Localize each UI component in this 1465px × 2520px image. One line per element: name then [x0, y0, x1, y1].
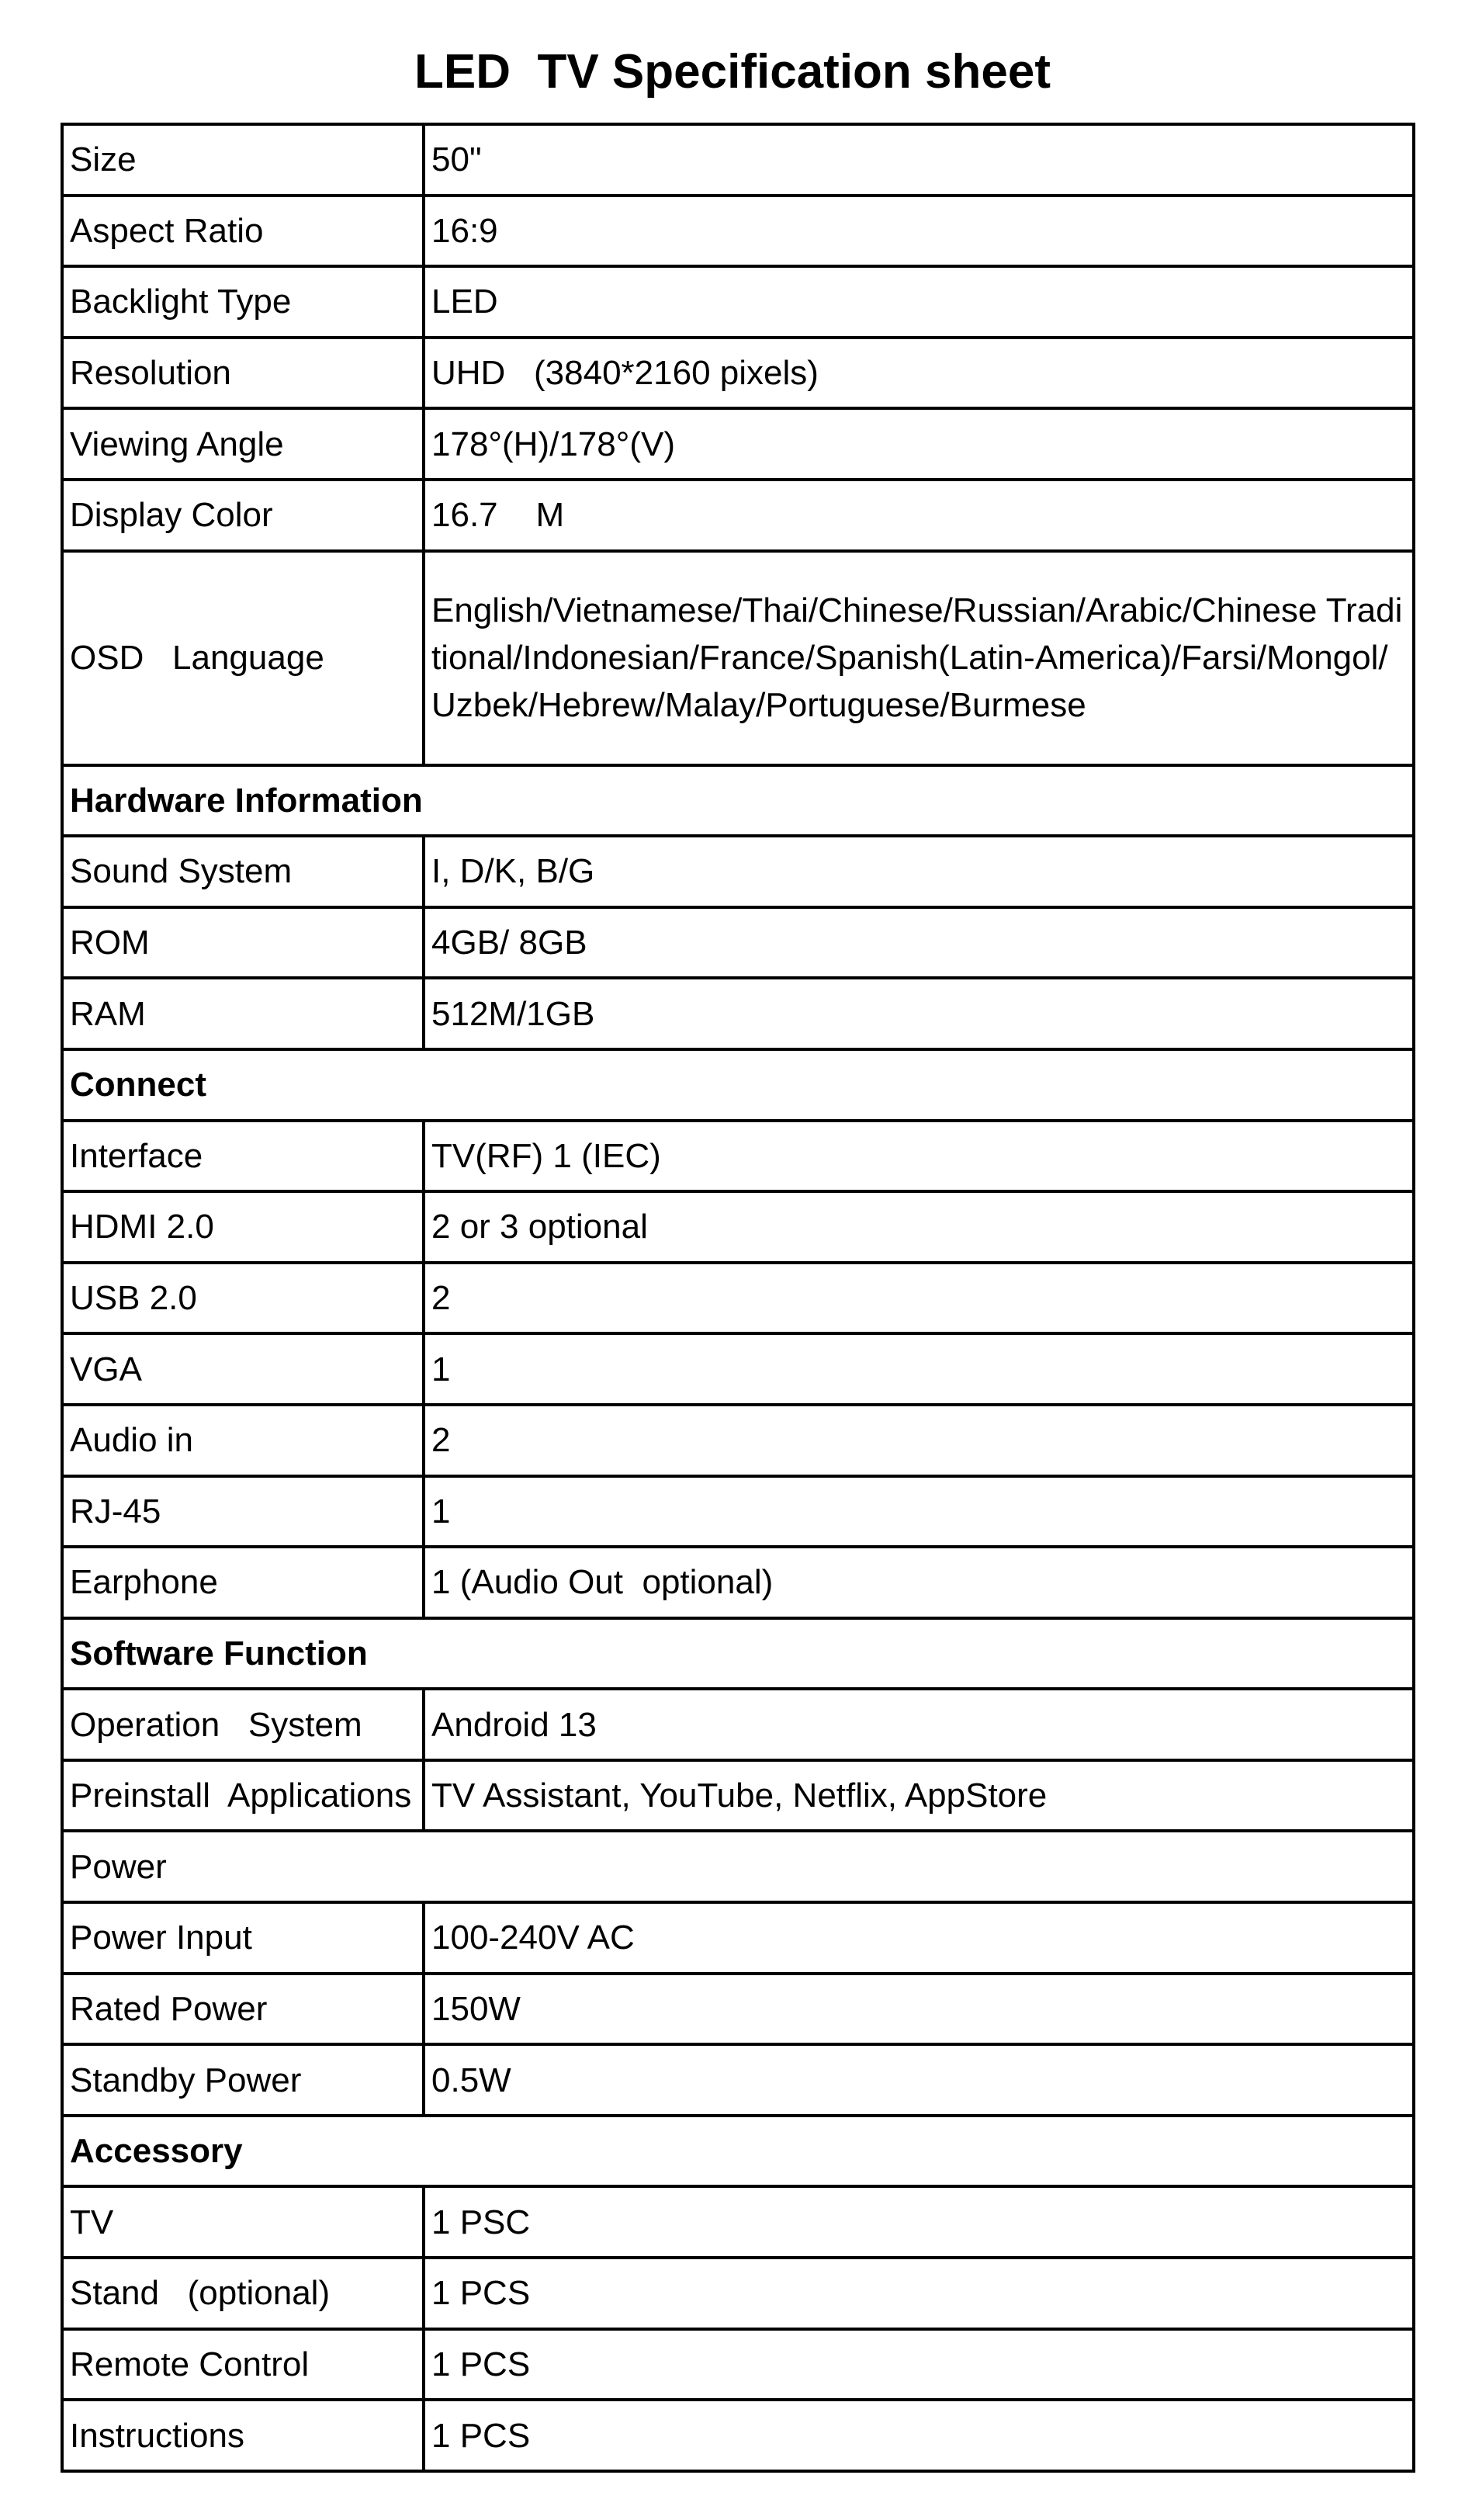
- spec-label: Sound System: [62, 836, 424, 907]
- section-header-row: [62, 1831, 1414, 1902]
- section-header: Software Function: [62, 1618, 1414, 1690]
- spec-label: Interface: [62, 1121, 424, 1192]
- section-header-row: [62, 1618, 1414, 1690]
- spec-row: [62, 907, 1414, 979]
- spec-row: [62, 836, 1414, 907]
- spec-row: [62, 408, 1414, 480]
- spec-value: 1 (Audio Out optional): [424, 1547, 1414, 1618]
- section-header: Hardware Information: [62, 765, 1414, 837]
- spec-value: 100-240V AC: [424, 1902, 1414, 1974]
- spec-label: Resolution: [62, 338, 424, 409]
- spec-label: VGA: [62, 1333, 424, 1405]
- spec-row: [62, 2044, 1414, 2116]
- spec-row: [62, 2400, 1414, 2471]
- spec-value: 2: [424, 1263, 1414, 1334]
- spec-row: [62, 1333, 1414, 1405]
- spec-value: 150W: [424, 1974, 1414, 2045]
- spec-value: 16:9: [424, 196, 1414, 267]
- spec-row: [62, 480, 1414, 551]
- spec-label: Instructions: [62, 2400, 424, 2471]
- spec-row: [62, 1974, 1414, 2045]
- spec-value: TV(RF) 1 (IEC): [424, 1121, 1414, 1192]
- spec-row: [62, 1760, 1414, 1832]
- spec-label: TV: [62, 2186, 424, 2258]
- spec-row: [62, 1121, 1414, 1192]
- spec-value: 4GB/ 8GB: [424, 907, 1414, 979]
- spec-label: Viewing Angle: [62, 408, 424, 480]
- section-header: Power: [62, 1831, 1414, 1902]
- spec-row: [62, 1547, 1414, 1618]
- spec-row: [62, 1405, 1414, 1476]
- spec-label: RAM: [62, 978, 424, 1049]
- spec-label: Audio in: [62, 1405, 424, 1476]
- spec-value: 2: [424, 1405, 1414, 1476]
- spec-label: RJ-45: [62, 1476, 424, 1548]
- section-header: Accessory: [62, 2116, 1414, 2187]
- spec-value: 2 or 3 optional: [424, 1191, 1414, 1263]
- spec-row: [62, 338, 1414, 409]
- spec-label: OSD Language: [62, 551, 424, 765]
- spec-value: 1: [424, 1476, 1414, 1548]
- spec-row: [62, 1191, 1414, 1263]
- spec-value: Android 13: [424, 1689, 1414, 1760]
- spec-label: Size: [62, 124, 424, 196]
- spec-table-body: [62, 124, 1414, 2471]
- spec-table: [61, 123, 1415, 2473]
- spec-value: 1 PCS: [424, 2258, 1414, 2329]
- spec-label: USB 2.0: [62, 1263, 424, 1334]
- spec-value: 16.7 M: [424, 480, 1414, 551]
- spec-value: UHD (3840*2160 pixels): [424, 338, 1414, 409]
- spec-label: Operation System: [62, 1689, 424, 1760]
- section-header-row: [62, 1049, 1414, 1121]
- spec-value: 1 PCS: [424, 2400, 1414, 2471]
- spec-value: 512M/1GB: [424, 978, 1414, 1049]
- spec-row: [62, 2258, 1414, 2329]
- spec-label: HDMI 2.0: [62, 1191, 424, 1263]
- spec-row: [62, 2329, 1414, 2400]
- spec-label: Aspect Ratio: [62, 196, 424, 267]
- spec-label: Remote Control: [62, 2329, 424, 2400]
- section-header: Connect: [62, 1049, 1414, 1121]
- spec-row: [62, 1263, 1414, 1334]
- spec-value: TV Assistant, YouTube, Netflix, AppStore: [424, 1760, 1414, 1832]
- spec-value: I, D/K, B/G: [424, 836, 1414, 907]
- spec-label: Stand (optional): [62, 2258, 424, 2329]
- spec-row: [62, 1902, 1414, 1974]
- section-header-row: [62, 765, 1414, 837]
- spec-label: Rated Power: [62, 1974, 424, 2045]
- spec-value: 178°(H)/178°(V): [424, 408, 1414, 480]
- spec-value: LED: [424, 266, 1414, 338]
- spec-row: [62, 196, 1414, 267]
- spec-row: [62, 2186, 1414, 2258]
- spec-row: [62, 978, 1414, 1049]
- spec-row: [62, 266, 1414, 338]
- spec-value: 1 PCS: [424, 2329, 1414, 2400]
- spec-label: Preinstall Applications: [62, 1760, 424, 1832]
- spec-value: English/Vietnamese/Thai/Chinese/Russian/Arabic/Chinese Traditional/Indonesian/France/Spanish(Latin-America)/Farsi/Mongol/Uzbek/Hebrew/Malay/Portuguese/Burmese: [424, 551, 1414, 765]
- spec-label: Backlight Type: [62, 266, 424, 338]
- spec-label: ROM: [62, 907, 424, 979]
- spec-label: Standby Power: [62, 2044, 424, 2116]
- spec-row: [62, 124, 1414, 196]
- spec-label: Earphone: [62, 1547, 424, 1618]
- spec-value: 50ʺ: [424, 124, 1414, 196]
- spec-row: [62, 1689, 1414, 1760]
- spec-row: [62, 551, 1414, 765]
- spec-label: Power Input: [62, 1902, 424, 1974]
- spec-label: Display Color: [62, 480, 424, 551]
- page-title: LED TV Specification sheet: [414, 45, 1051, 99]
- spec-row: [62, 1476, 1414, 1548]
- section-header-row: [62, 2116, 1414, 2187]
- spec-value: 0.5W: [424, 2044, 1414, 2116]
- spec-value: 1 PSC: [424, 2186, 1414, 2258]
- spec-value: 1: [424, 1333, 1414, 1405]
